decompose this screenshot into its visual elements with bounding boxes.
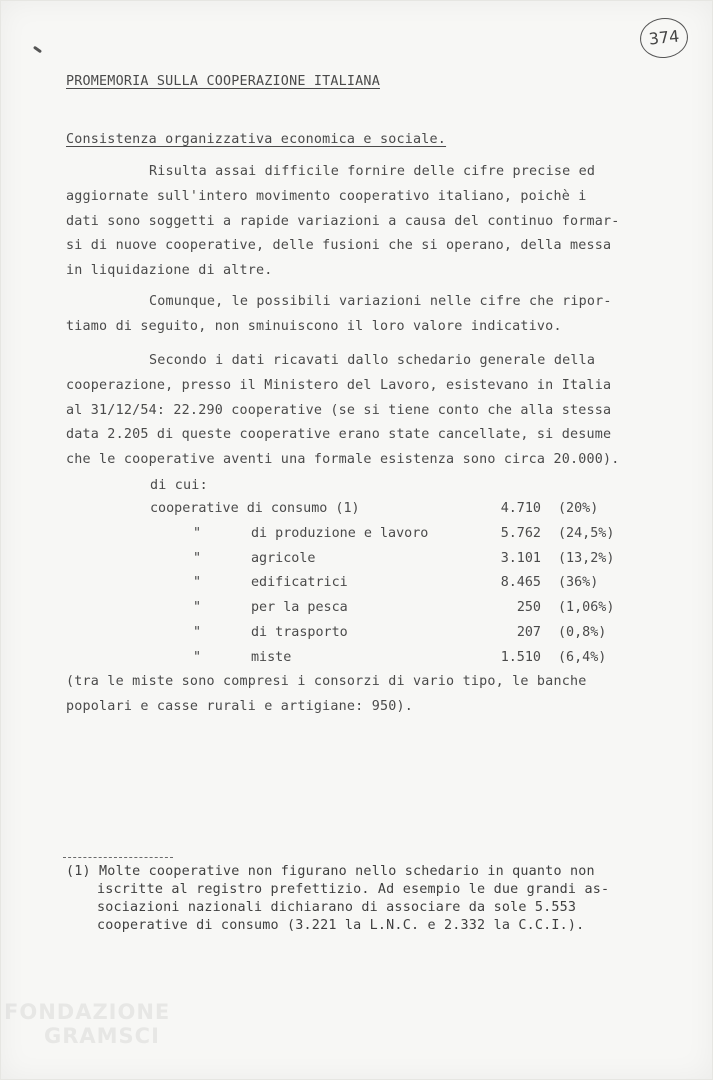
paragraph-line: Comunque, le possibili variazioni nelle cifre che ripor-	[149, 294, 612, 309]
ditto-mark: "	[193, 551, 202, 566]
paragraph-line: si di nuove cooperative, delle fusioni che si operano, della messa	[66, 238, 612, 254]
table-row	[0, 547, 713, 572]
page-number-stamp: 374	[638, 16, 690, 61]
table-note	[66, 670, 587, 720]
percent-value: (20%)	[558, 501, 599, 516]
ditto-mark: "	[193, 526, 202, 541]
type-label: di produzione e lavoro	[251, 526, 429, 541]
paragraph-line: aggiornate sull'intero movimento cooperativo italiano, poichè i	[66, 188, 587, 204]
paragraph-2	[66, 290, 612, 340]
table-row	[0, 497, 713, 522]
footnote-line: sociazioni nazionali dichiarano di associare da sole 5.553	[97, 900, 577, 915]
count-value: 207	[516, 625, 541, 640]
count-value: 4.710	[500, 501, 541, 516]
percent-value: (13,2%)	[558, 551, 615, 566]
table-row	[0, 571, 713, 596]
footnote-line: cooperative di consumo (3.221 la L.N.C. e 2.332 la C.C.I.).	[97, 918, 585, 933]
percent-value: (24,5%)	[558, 526, 615, 541]
archive-watermark	[4, 1000, 170, 1048]
count-value: 1.510	[500, 650, 541, 665]
ditto-mark: "	[193, 625, 202, 640]
type-label: per la pesca	[251, 600, 348, 615]
paragraph-line: Risulta assai difficile fornire delle cifre precise ed	[149, 164, 596, 179]
paragraph-line: dati sono soggetti a rapide variazioni a causa del continuo formar-	[66, 213, 620, 229]
percent-value: (0,8%)	[558, 625, 607, 640]
ditto-mark: "	[193, 600, 202, 615]
ink-mark	[33, 46, 42, 54]
type-label: miste	[251, 650, 292, 665]
note-line: (tra le miste sono compresi i consorzi di vario tipo, le banche	[66, 674, 587, 689]
paragraph-3	[66, 349, 620, 473]
document-title: PROMEMORIA SULLA COOPERAZIONE ITALIANA	[66, 74, 380, 89]
table-intro: di cui:	[150, 478, 208, 493]
table-row	[0, 596, 713, 621]
paragraph-line: al 31/12/54: 22.290 cooperative (se si tiene conto che alla stessa	[66, 402, 612, 418]
type-label: di trasporto	[251, 625, 348, 640]
count-value: 5.762	[500, 526, 541, 541]
footnote-line: (1) Molte cooperative non figurano nello schedario in quanto non	[66, 864, 595, 879]
table-row	[0, 646, 713, 671]
category-label: cooperative di consumo (1)	[150, 501, 360, 516]
watermark-line: GRAMSCI	[44, 1024, 160, 1048]
paragraph-1	[66, 160, 620, 284]
table-row	[0, 621, 713, 646]
note-line: popolari e casse rurali e artigiane: 950).	[66, 698, 413, 714]
paragraph-line: in liquidazione di altre.	[66, 263, 273, 279]
count-value: 3.101	[500, 551, 541, 566]
percent-value: (36%)	[558, 575, 599, 590]
paragraph-line: Secondo i dati ricavati dallo schedario generale della	[149, 353, 596, 368]
type-label: agricole	[251, 551, 316, 566]
percent-value: (6,4%)	[558, 650, 607, 665]
paragraph-line: cooperazione, presso il Ministero del Lavoro, esistevano in Italia	[66, 377, 612, 393]
ditto-mark: "	[193, 650, 202, 665]
count-value: 8.465	[500, 575, 541, 590]
ditto-mark: "	[193, 575, 202, 590]
footnote	[66, 863, 609, 935]
paragraph-line: che le cooperative aventi una formale esistenza sono circa 20.000).	[66, 452, 620, 468]
paragraph-line: data 2.205 di queste cooperative erano state cancellate, si desume	[66, 427, 612, 443]
section-heading: Consistenza organizzativa economica e sociale.	[66, 132, 447, 147]
table-row	[0, 522, 713, 547]
count-value: 250	[516, 600, 541, 615]
footnote-line: iscritte al registro prefettizio. Ad esempio le due grandi as-	[97, 882, 610, 897]
footnote-divider	[63, 857, 173, 858]
paragraph-line: tiamo di seguito, non sminuiscono il loro valore indicativo.	[66, 318, 562, 334]
percent-value: (1,06%)	[558, 600, 615, 615]
watermark-line: FONDAZIONE	[4, 1000, 171, 1024]
type-label: edificatrici	[251, 575, 348, 590]
